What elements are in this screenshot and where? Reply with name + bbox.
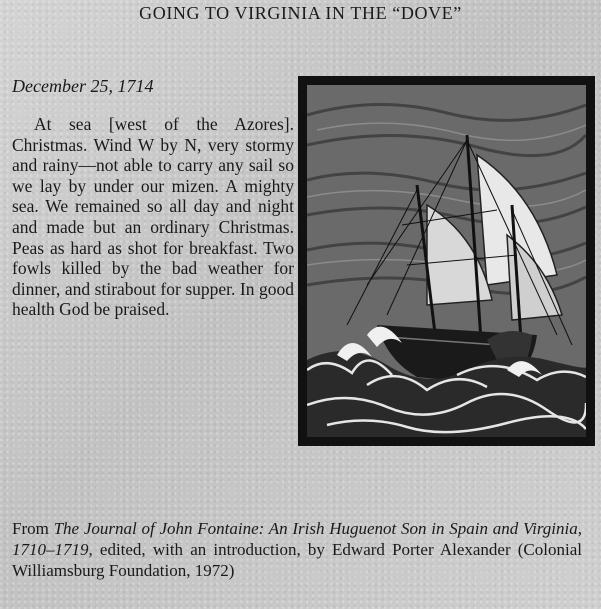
citation-prefix: From <box>12 519 54 538</box>
citation-suffix: , edited, with an introduction, by Edward Porter Alexander (Colonial Williamsburg Foundation, 1972) <box>12 540 582 580</box>
ship-illustration <box>298 76 595 446</box>
entry-date: December 25, 1714 <box>12 76 154 96</box>
citation-book-title: The Journal of John Fontaine: An Irish Huguenot Son in Spain and Virginia, 1710–1719 <box>12 519 582 559</box>
source-citation <box>12 518 582 581</box>
ship-in-storm-icon <box>307 85 586 437</box>
page-title: GOING TO VIRGINIA IN THE “DOVE” <box>139 3 462 23</box>
entry-text: At sea [west of the Azores]. Christmas. Wind W by N, very stormy and rainy—not able to carry any sail so we lay by under our mizen. A mighty sea. We remained so all day and night and made but an ordinary Christmas. Peas as hard as shot for breakfast. Two fowls killed by the bad weather for dinner, and stirabout for supper. In good health God be praised. <box>12 114 294 320</box>
